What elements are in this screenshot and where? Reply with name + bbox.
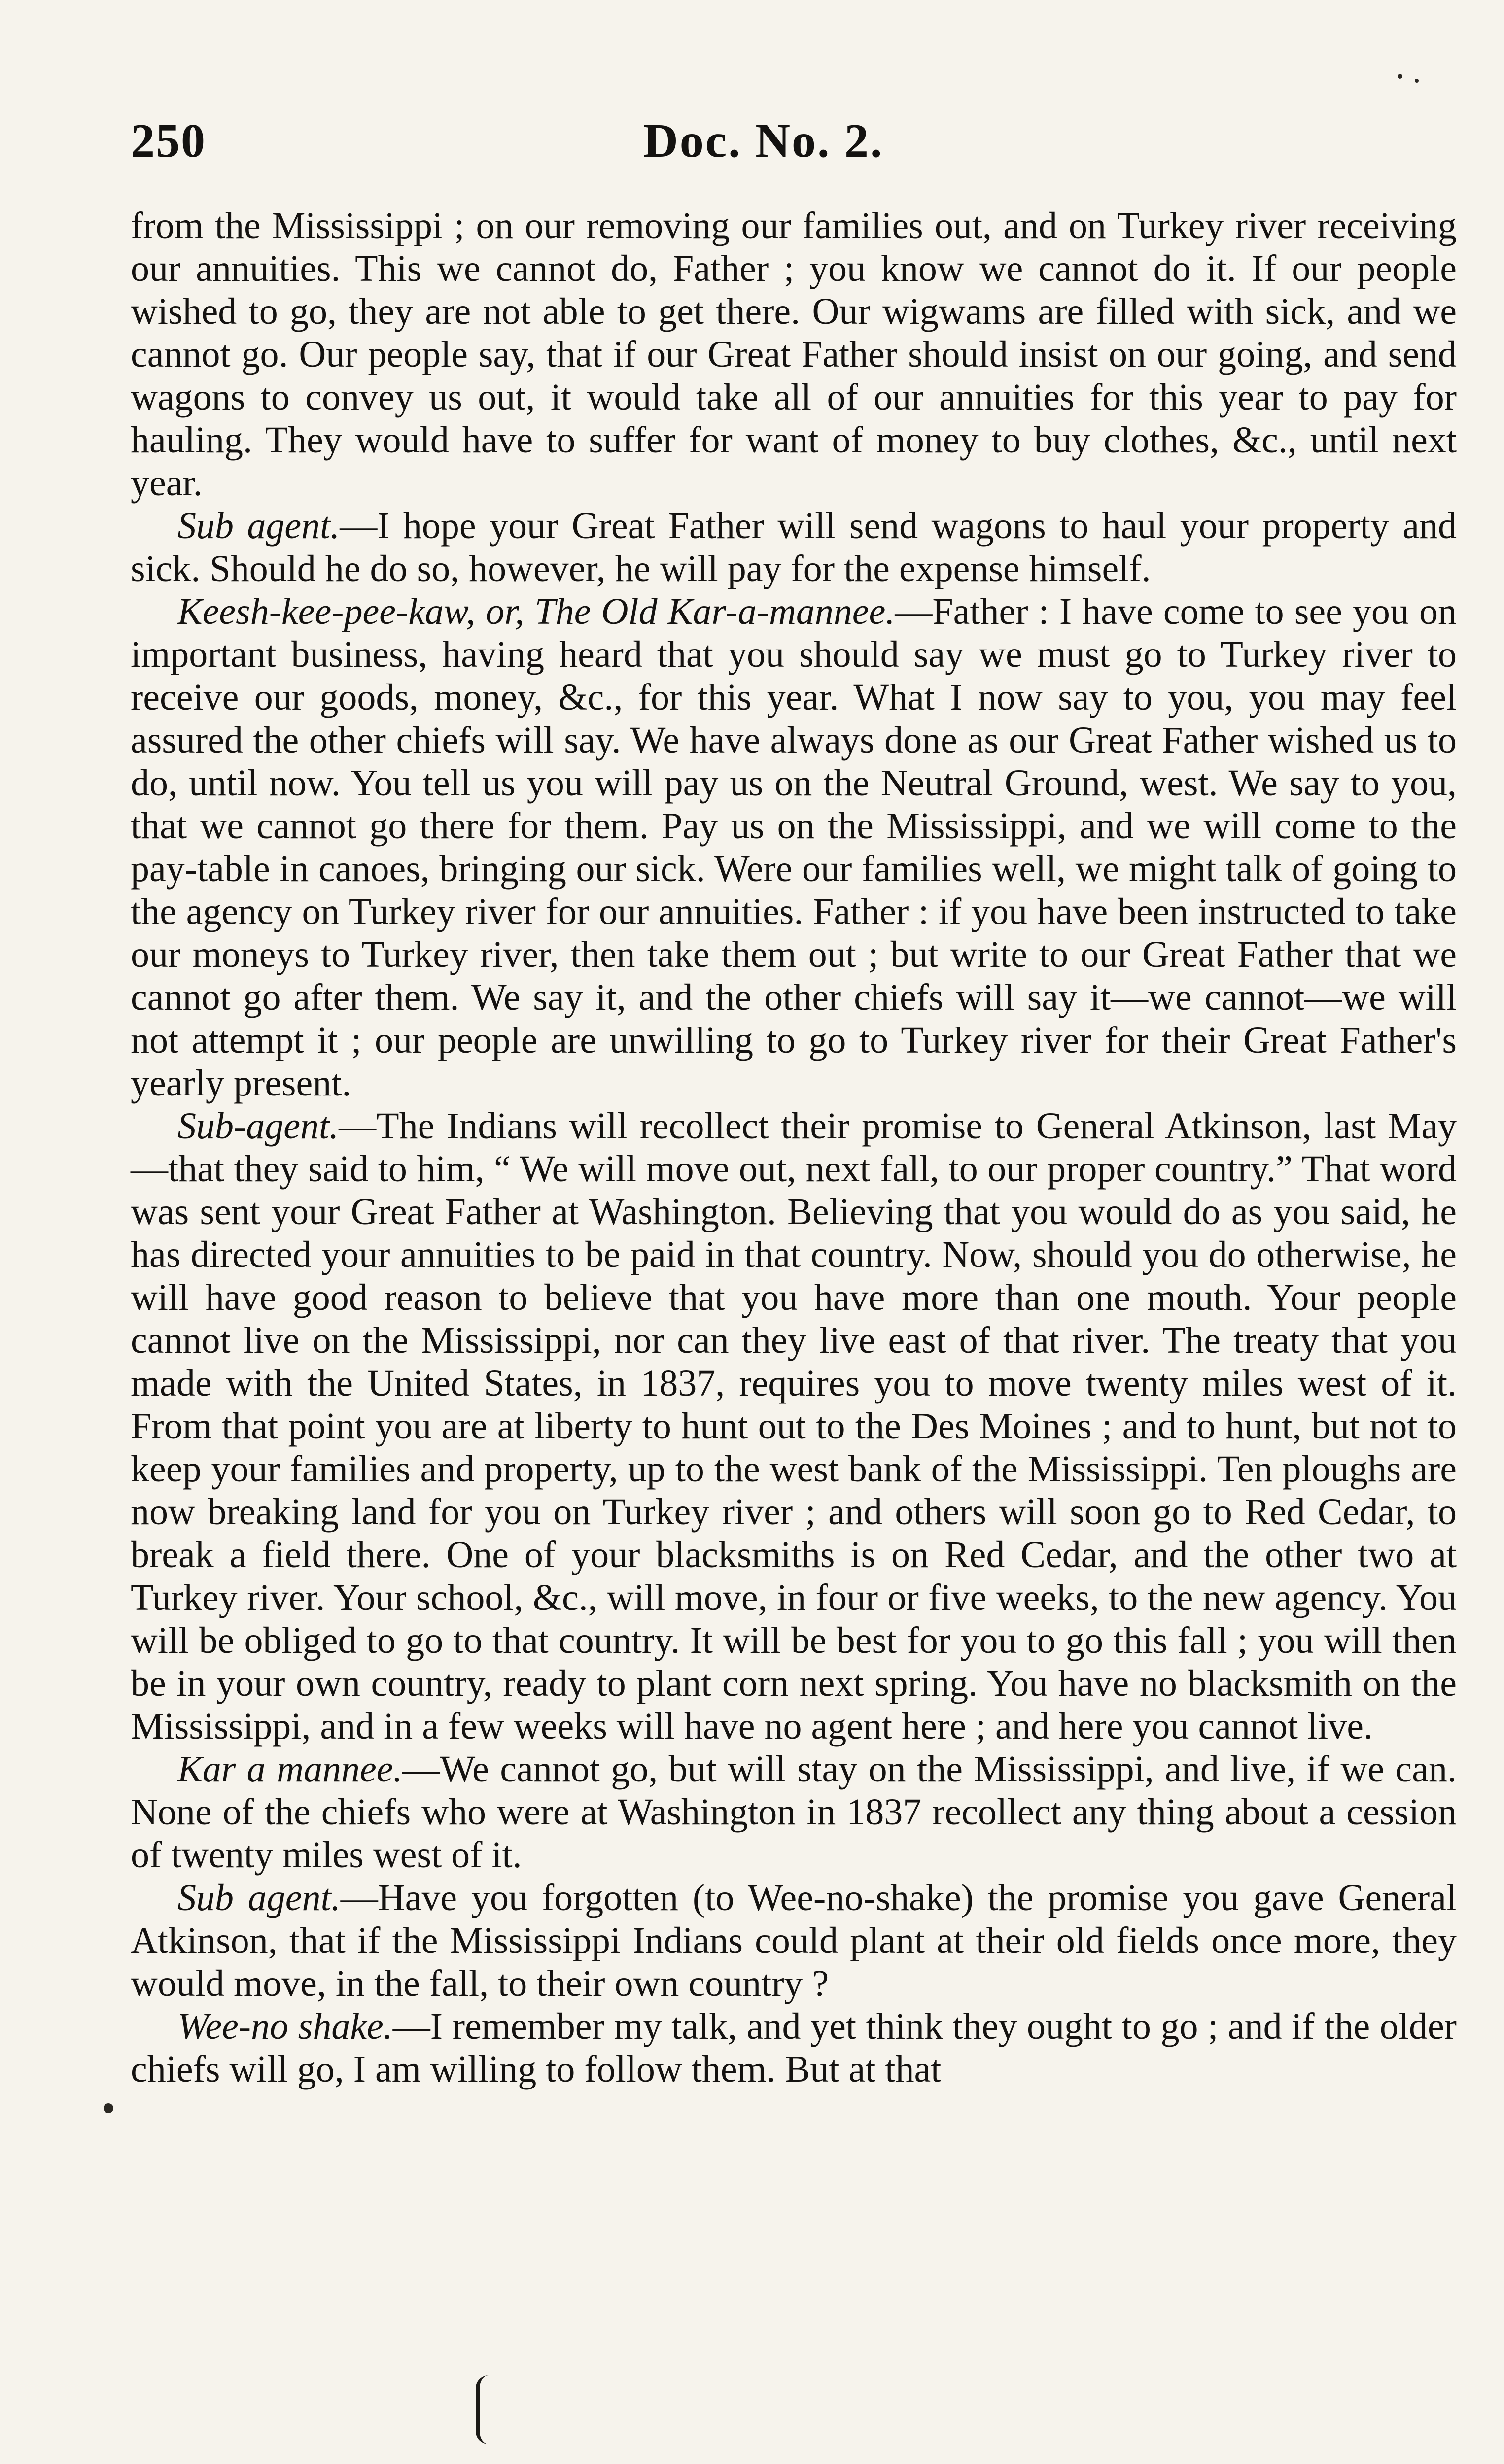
page-number: 250: [131, 114, 206, 168]
paragraph-text: —We cannot go, but will stay on the Mississippi, and live, if we can. None of the chiefs who were at Washington in 1837 recollect any thing about a cession of twenty miles west of it.: [131, 1748, 1457, 1876]
paragraph-7: [131, 2005, 1457, 2091]
paragraph-text: from the Mississippi ; on our removing our families out, and on Turkey river receiving our annuities. This we cannot do, Father ; you know we cannot do it. If our people wished to go, they are not able to get there. Our wigwams are filled with sick, and we cannot go. Our people say, that if our Great Father should insist on our going, and send wagons to convey us out, it would take all of our annuities for this year to pay for hauling. They would have to suffer for want of money to buy clothes, &c., until next year.: [131, 205, 1457, 504]
paragraph-1: [131, 205, 1457, 505]
paragraph-2: [131, 505, 1457, 590]
paragraph-4: [131, 1105, 1457, 1748]
speaker-name: Wee-no shake.: [177, 2006, 393, 2047]
ink-speckle: [104, 2103, 113, 2113]
paragraph-text: —I hope your Great Father will send wagons to haul your property and sick. Should he do so, however, he will pay for the expense himself.: [131, 505, 1457, 589]
paragraph-5: [131, 1748, 1457, 1877]
stray-ink-mark: [476, 2375, 489, 2444]
speaker-name: Keesh-kee-pee-kaw, or, The Old Kar-a-mannee.: [177, 591, 895, 632]
page-header: [131, 113, 1457, 192]
paragraph-text: —Father : I have come to see you on important business, having heard that you should say we must go to Turkey river to receive our goods, money, &c., for this year. What I now say to you, you may feel assured the other chiefs will say. We have always done as our Great Father wished us to do, until now. You tell us you will pay us on the Neutral Ground, west. We say to you, that we cannot go there for them. Pay us on the Mississippi, and we will come to the pay-table in canoes, bringing our sick. Were our families well, we might talk of going to the agency on Turkey river for our annuities. Father : if you have been instructed to take our moneys to Turkey river, then take them out ; but write to our Great Father that we cannot go after them. We say it, and the other chiefs will say it—we cannot—we will not attempt it ; our people are unwilling to go to Turkey river for their Great Father's yearly present.: [131, 591, 1457, 1104]
speaker-name: Kar a mannee.: [177, 1748, 403, 1790]
paragraph-text: —Have you forgotten (to Wee-no-shake) the promise you gave General Atkinson, that if the Mississippi Indians could plant at their old fields once more, they would move, in the fall, to their own country ?: [131, 1877, 1457, 2004]
speaker-name: Sub agent.: [177, 505, 340, 547]
running-head: Doc. No. 2.: [643, 114, 884, 168]
paragraph-3: [131, 590, 1457, 1105]
body-text: [131, 205, 1457, 2091]
paragraph-text: —I remember my talk, and yet think they ought to go ; and if the older chiefs will go, I am willing to follow them. But at that: [131, 2006, 1457, 2090]
speaker-name: Sub agent.: [177, 1877, 341, 1918]
ink-speckle: [1398, 74, 1402, 79]
document-page: [131, 113, 1457, 2090]
ink-speckle: [1415, 79, 1419, 83]
paragraph-text: —The Indians will recollect their promise to General Atkinson, last May—that they said to him, “ We will move out, next fall, to our proper country.” That word was sent your Great Father at Washington. Believing that you would do as you said, he has directed your annuities to be paid in that country. Now, should you do otherwise, he will have good reason to believe that you have more than one mouth. Your people cannot live on the Mississippi, nor can they live east of that river. The treaty that you made with the United States, in 1837, requires you to move twenty miles west of it. From that point you are at liberty to hunt out to the Des Moines ; and to hunt, but not to keep your families and property, up to the west bank of the Mississippi. Ten ploughs are now breaking land for you on Turkey river ; and others will soon go to Red Cedar, to break a field there. One of your blacksmiths is on Red Cedar, and the other two at Turkey river. Your school, &c., will move, in four or five weeks, to the new agency. You will be obliged to go to that country. It will be best for you to go this fall ; you will then be in your own country, ready to plant corn next spring. You have no blacksmith on the Mississippi, and in a few weeks will have no agent here ; and here you cannot live.: [131, 1105, 1457, 1747]
paragraph-6: [131, 1877, 1457, 2005]
speaker-name: Sub-agent.: [177, 1105, 339, 1147]
